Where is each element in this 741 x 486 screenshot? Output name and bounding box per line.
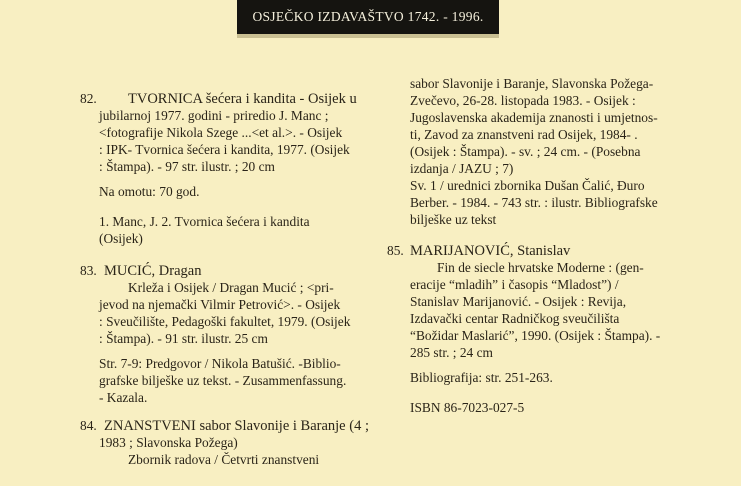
entry-number: 85.	[387, 243, 404, 258]
book-header	[237, 0, 499, 34]
entry-line: jubilarnoj 1977. godini - priredio J. Manc ;	[99, 108, 329, 123]
entry-line: : Štampa). - 97 str. ilustr. ; 20 cm	[99, 159, 275, 174]
entry-line: sabor Slavonije i Baranje, Slavonska Požega-	[410, 76, 654, 91]
entry-line: ZNANSTVENI sabor Slavonije i Baranje (4 ;	[104, 418, 369, 434]
entry-note-line: Str. 7-9: Predgovor / Nikola Batušić. -Biblio-	[99, 356, 341, 371]
entry-number: 82.	[80, 91, 97, 106]
entry-line: ti, Zavod za znanstveni rad Osijek, 1984- .	[410, 127, 638, 142]
entry-note-line: - Kazala.	[99, 390, 148, 405]
entry-line: Fin de siecle hrvatske Moderne : (gen-	[437, 260, 644, 275]
entry-line: izdanja / JAZU ; 7)	[410, 161, 514, 176]
entry-line: jevod na njemački Vilmir Petrović>. - Osijek	[99, 297, 341, 312]
entry-line: eracije “mladih” i časopis “Mladost”) /	[410, 277, 619, 292]
entry-number: 83.	[80, 263, 97, 278]
entry-line: Berber. - 1984. - 743 str. : ilustr. Bibliografske	[410, 195, 658, 210]
entry-line: Sv. 1 / urednici zbornika Dušan Čalić, Đuro	[410, 178, 645, 193]
entry-line: Zbornik radova / Četvrti znanstveni	[128, 452, 320, 467]
entry-subjects-line: 1. Manc, J. 2. Tvornica šećera i kandita	[99, 214, 310, 229]
entry-line: <fotografije Nikola Szege ...<et al.>. - Osijek	[99, 125, 343, 140]
entry-line: Stanislav Marijanović. - Osijek : Revija,	[410, 294, 627, 309]
entry-line: : Sveučilište, Pedagoški fakultet, 1979. (Osijek	[99, 314, 351, 329]
entry-line: “Božidar Maslarić”, 1990. (Osijek : Štampa). -	[410, 328, 661, 343]
entry-isbn: ISBN 86-7023-027-5	[410, 400, 525, 415]
entry-line: bilješke uz tekst	[410, 212, 497, 227]
entry-line: 1983 ; Slavonska Požega)	[99, 435, 238, 450]
entry-number: 84.	[80, 418, 97, 433]
entry-line: Jugoslavenska akademija znanosti i umjetnos-	[410, 110, 658, 125]
entry-note-line: grafske bilješke uz tekst. - Zusammenfassung.	[99, 373, 347, 388]
entry-note: Bibliografija: str. 251-263.	[410, 370, 553, 385]
entry-line: MARIJANOVIĆ, Stanislav	[410, 243, 571, 259]
book-header-title: OSJEČKO IZDAVAŠTVO 1742. - 1996.	[252, 9, 484, 24]
entry-line: Krleža i Osijek / Dragan Mucić ; <pri-	[128, 280, 334, 295]
entry-line: Zvečevo, 26-28. listopada 1983. - Osijek :	[410, 93, 636, 108]
entry-line: (Osijek : Štampa). - sv. ; 24 cm. - (Posebna	[410, 144, 641, 159]
entry-line: Izdavački centar Radničkog sveučilišta	[410, 311, 620, 326]
entry-subjects-line: (Osijek)	[99, 231, 143, 246]
header-shadow	[237, 34, 499, 38]
entry-line: : IPK- Tvornica šećera i kandita, 1977. (Osijek	[99, 142, 350, 157]
entry-line: MUCIĆ, Dragan	[104, 263, 202, 279]
entry-note: Na omotu: 70 god.	[99, 184, 200, 199]
entry-line: TVORNICA šećera i kandita - Osijek u	[128, 91, 357, 107]
entry-line: 285 str. ; 24 cm	[410, 345, 493, 360]
entry-line: : Štampa). - 91 str. ilustr. 25 cm	[99, 331, 268, 346]
